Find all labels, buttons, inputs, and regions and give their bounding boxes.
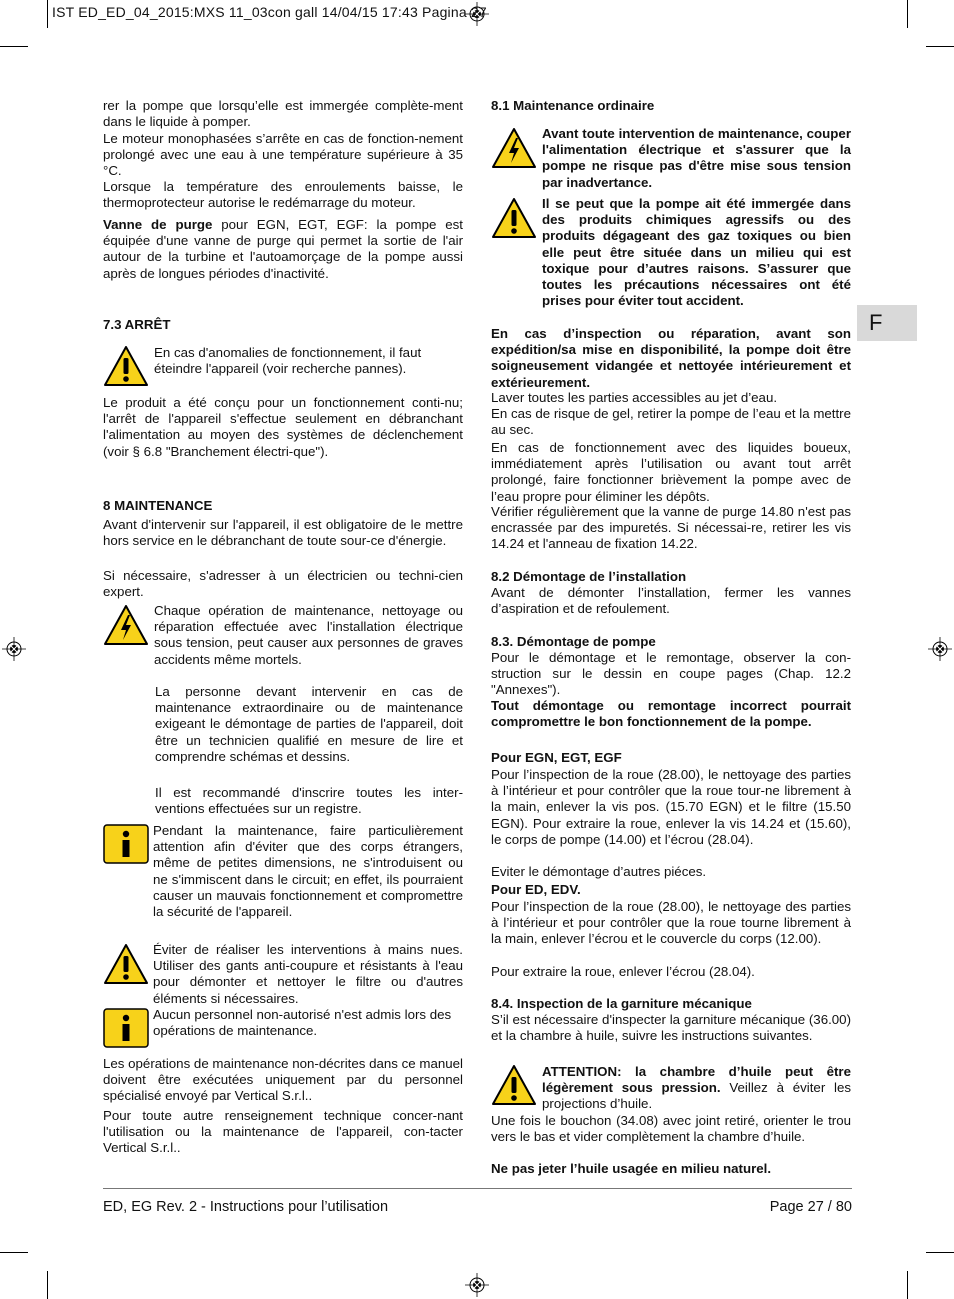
warning-text: Il est recommandé d'inscrire toutes les inter-ventions effectuées sur un registre.	[155, 785, 463, 817]
bold-lead: Vanne de purge	[103, 217, 213, 232]
electric-hazard-icon	[491, 127, 537, 169]
info-icon	[103, 1008, 149, 1048]
crop-mark	[0, 46, 28, 47]
crop-mark	[907, 0, 908, 28]
paragraph: Vérifier régulièrement que la vanne de purge 14.80 n'est pas encrassée par des impuretés. Si nécessai-re, retirer les vis 14.24 et l'anneau de fixation 14.22.	[491, 504, 851, 552]
subsection-heading: Pour EGN, EGT, EGF	[491, 750, 622, 765]
warning-text: Chaque opération de maintenance, nettoyage ou réparation effectuée avec l'installation électrique sous tension, peut causer aux personnes de graves accidents même mortels.	[154, 603, 463, 667]
warning-text: La personne devant intervenir en cas de maintenance extraordinaire ou de maintenance exigeant le démontage de parties de l'appareil, doit être un technicien qualifié en mesure de lire et comprendre schémas et dessins.	[155, 684, 463, 764]
electric-hazard-icon	[103, 604, 149, 646]
section-heading: 7.3 ARRÊT	[103, 317, 171, 332]
crop-mark	[47, 1271, 48, 1299]
paragraph: Ne pas jeter l’huile usagée en milieu naturel.	[491, 1161, 772, 1176]
registration-mark-icon	[928, 637, 952, 661]
warning-icon	[491, 1064, 537, 1106]
paragraph-text: pour EGN, EGT, EGF: la pompe est équipée d'une vanne de purge qui permet la sortie de l'air autour de la turbine et l'autoamorçage de la pompe aussi après de longues périodes d'inactivité.	[103, 217, 463, 281]
crop-mark	[926, 46, 954, 47]
section-tab: F	[857, 305, 917, 341]
warning-text	[542, 1064, 851, 1113]
registration-mark-icon	[2, 637, 26, 661]
warning-text: Il se peut que la pompe ait été immergée dans des produits chimiques agressifs ou des produits dégageant des gaz toxiques ou bien elle peut être située dans un milieu qui est toxique pour d’autres raisons. S’assurer que toutes les précautions nécessaires ont été prises pour éviter tout accident.	[542, 196, 851, 309]
warning-icon	[491, 197, 537, 239]
paragraph: Avant de démonter l’installation, fermer les vannes d’aspiration et de refoulement.	[491, 585, 851, 617]
paragraph: Une fois le bouchon (34.08) avec joint retiré, orienter le trou vers le bas et vider complètement la chambre d’huile.	[491, 1113, 851, 1145]
paragraph: S’il est nécessaire d'inspecter la garniture mécanique (36.00) et la chambre à huile, suivre les instructions suivantes.	[491, 1012, 851, 1044]
section-heading: 8 MAINTENANCE	[103, 498, 213, 513]
paragraph: Eviter le démontage d’autres piéces.	[491, 864, 707, 879]
crop-mark	[0, 1252, 28, 1253]
paragraph: rer la pompe que lorsqu’elle est immergée complète-ment dans le liquide à pomper.	[103, 98, 463, 130]
registration-mark-icon	[465, 1273, 489, 1297]
crop-mark	[907, 1271, 908, 1299]
warning-text: Avant toute intervention de maintenance, couper l'alimentation électrique et s'assurer que la pompe ne risque pas d'être mise sous tension par inadvertance.	[542, 126, 851, 190]
subsection-heading: Pour ED, EDV.	[491, 882, 581, 897]
paragraph: Le produit a été conçu pour un fonctionnement conti-nu; l'arrêt de l'appareil s'effectue seulement en débranchant l'alimentation au moyen des systèmes de déclenchement (voir § 6.8 "Branchement électri-que").	[103, 395, 463, 459]
section-heading: 8.1 Maintenance ordinaire	[491, 98, 655, 113]
paragraph: Pour l’inspection de la roue (28.00), le nettoyage des parties à l’intérieur et pour contrôler que la roue tourne librement à la main, enlever l’écrou et le couvercle du corps (12.00).	[491, 899, 851, 947]
paragraph	[103, 217, 463, 282]
paragraph: Avant d'intervenir sur l'appareil, il est obligatoire de le mettre hors service en le débranchant de toute sour-ce d'énergie.	[103, 517, 463, 549]
paragraph: Pour le démontage et le remontage, observer la con-struction sur le dessin en coupe pages (Chap. 12.2 "Annexes").	[491, 650, 851, 698]
paragraph: En cas de risque de gel, retirer la pompe de l’eau et la mettre au sec.	[491, 406, 851, 438]
paragraph: Laver toutes les parties accessibles au jet d’eau.	[491, 390, 778, 405]
paragraph: Pour l’inspection de la roue (28.00), le nettoyage des parties à l’intérieur et pour contrôler que la roue tour-ne librement à la main, enlever la vis pos. (15.70 EGN) et le filtre (15.50 EGN). Pour extraire la roue, enlever la vis 14.24 et (15.60), le corps de pompe (14.00) et l’écrou (28.04).	[491, 767, 851, 847]
warning-text: En cas d'anomalies de fonctionnement, il faut éteindre l'appareil (voir recherche pannes).	[154, 345, 422, 377]
warning-icon	[103, 943, 149, 985]
paragraph: Lorsque la température des enroulements baisse, le thermoprotecteur autorise le redémarrage du moteur.	[103, 179, 463, 211]
crop-mark	[47, 0, 48, 28]
warning-normal-text: Veillez à éviter les projections d’huile.	[542, 1080, 852, 1112]
page-number: Page 27 / 80	[769, 1199, 852, 1215]
footer-rule	[103, 1188, 852, 1189]
section-heading: 8.4. Inspection de la garniture mécanique	[491, 996, 752, 1011]
paragraph: Si nécessaire, s'adresser à un électricien ou techni-cien expert.	[103, 568, 463, 600]
paragraph: Tout démontage ou remontage incorrect pourrait compromettre le bon fonctionnement de la pompe.	[491, 698, 851, 730]
info-text: Pendant la maintenance, faire particulièrement attention afin d'éviter que des corps étrangers, même de petites dimensions, ne s'introduisent ou ne s'immiscent dans le circuit; en effet, ils pourraient causer un mauvais fonctionnement et compromettre la sécurité de l'appareil.	[153, 823, 463, 920]
paragraph: En cas de fonctionnement avec des liquides boueux, immédiatement après l’utilisation ou avant tout arrêt prolongé, faire fonctionner brièvement la pompe avec de l’eau propre pour éliminer les dépôts.	[491, 440, 851, 504]
info-icon	[103, 824, 149, 864]
warning-text: Éviter de réaliser les interventions à mains nues. Utiliser des gants anti-coupure et résistants à l'eau pour démonter et nettoyer le filtre ou d'autres éléments si nécessaires.	[153, 942, 463, 1006]
section-heading: 8.3. Démontage de pompe	[491, 634, 656, 649]
crop-mark	[926, 1252, 954, 1253]
footer-title: ED, EG Rev. 2 - Instructions pour l’utilisation	[103, 1199, 389, 1215]
warning-icon	[103, 345, 149, 387]
paragraph: Le moteur monophasées s’arrête en cas de fonction-nement prolongé avec une eau à une température supérieure à 35 °C.	[103, 131, 463, 179]
paragraph: Pour toute autre renseignement technique concer-nant l'utilisation ou la maintenance de l'appareil, con-tacter Vertical S.r.l..	[103, 1108, 463, 1156]
paragraph: En cas d’inspection ou réparation, avant son expédition/sa mise en disponibilité, la pompe doit être soigneusement vidangée et nettoyée intérieurement et extérieurement.	[491, 326, 851, 390]
paragraph: Les opérations de maintenance non-décrites dans ce manuel doivent être exécutées uniquement par du personnel spécialisé envoyé par Vertical S.r.l..	[103, 1056, 463, 1104]
print-slug: IST ED_ED_04_2015:MXS 11_03con gall 14/04/15 17:43 Pagina 27	[52, 4, 487, 20]
warning-bold-text: ATTENTION: la chambre d’huile peut être légèrement sous pression.	[542, 1064, 851, 1096]
paragraph: Pour extraire la roue, enlever l’écrou (28.04).	[491, 964, 755, 979]
info-text: Aucun personnel non-autorisé n'est admis lors des opérations de maintenance.	[153, 1007, 452, 1039]
section-heading: 8.2 Démontage de l’installation	[491, 569, 687, 584]
